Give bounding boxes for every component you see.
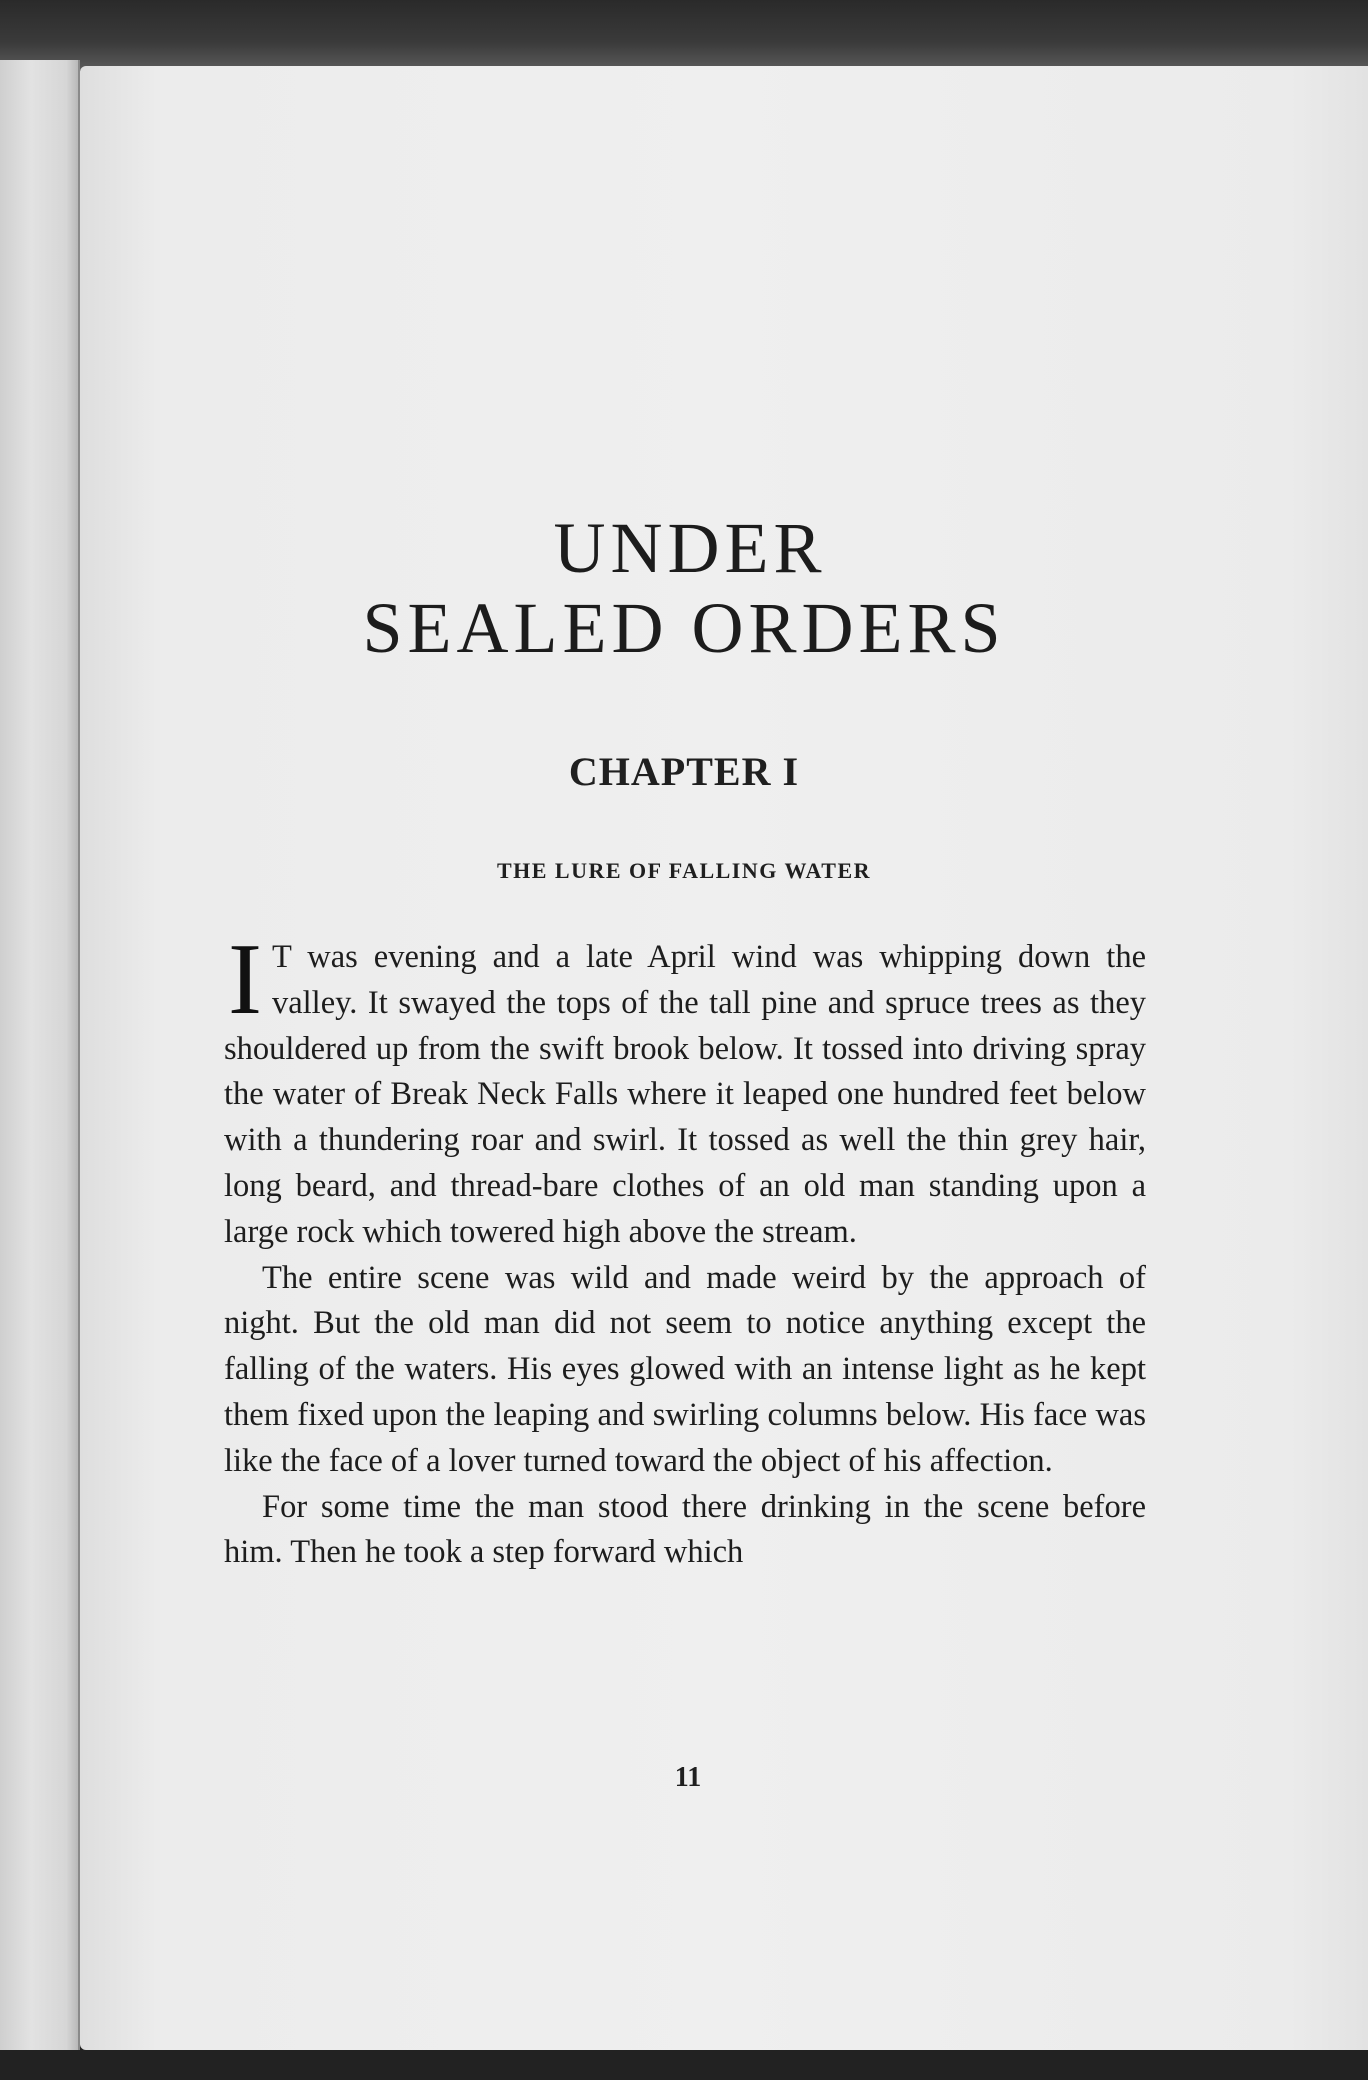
book-title bbox=[0, 508, 1368, 668]
previous-page-edge bbox=[0, 60, 80, 2055]
paragraph-3: For some time the man stood there drinking in the scene before him. Then he took a step forward which bbox=[224, 1488, 1146, 1571]
paragraph-1-text: T was evening and a late April wind was whipping down the valley. It swayed the tops of the tall pine and spruce trees as they shouldered up from the swift brook below. It tossed into driving spray the water of Break Neck Falls where it leaped one hundred feet below with a thundering roar and swirl. It tossed as well the thin grey hair, long beard, and thread-bare clothes of an old man standing upon a large rock which towered high above the stream. bbox=[224, 939, 1146, 1250]
scan-background-top bbox=[0, 0, 1368, 70]
chapter-title: THE LURE OF FALLING WATER bbox=[496, 858, 872, 883]
paragraph-1 bbox=[224, 923, 1146, 1256]
scan-background-bottom bbox=[0, 2050, 1368, 2080]
book-title-line-2: SEALED ORDERS bbox=[362, 588, 1006, 668]
book-title-line-1: UNDER bbox=[553, 508, 827, 588]
paragraph-2: The entire scene was wild and made weird by the approach of night. But the old man did not seem to notice anything except the falling of the waters. His eyes glowed with an intense light as he kept them fixed upon the leaping and swirling columns below. His face was like the face of a lover turned toward the object of his affection. bbox=[224, 1259, 1146, 1479]
page-number: 11 bbox=[674, 1762, 702, 1793]
chapter-heading: CHAPTER I bbox=[568, 749, 800, 794]
chapter-body bbox=[224, 923, 1146, 1576]
drop-cap: I bbox=[228, 923, 262, 1036]
